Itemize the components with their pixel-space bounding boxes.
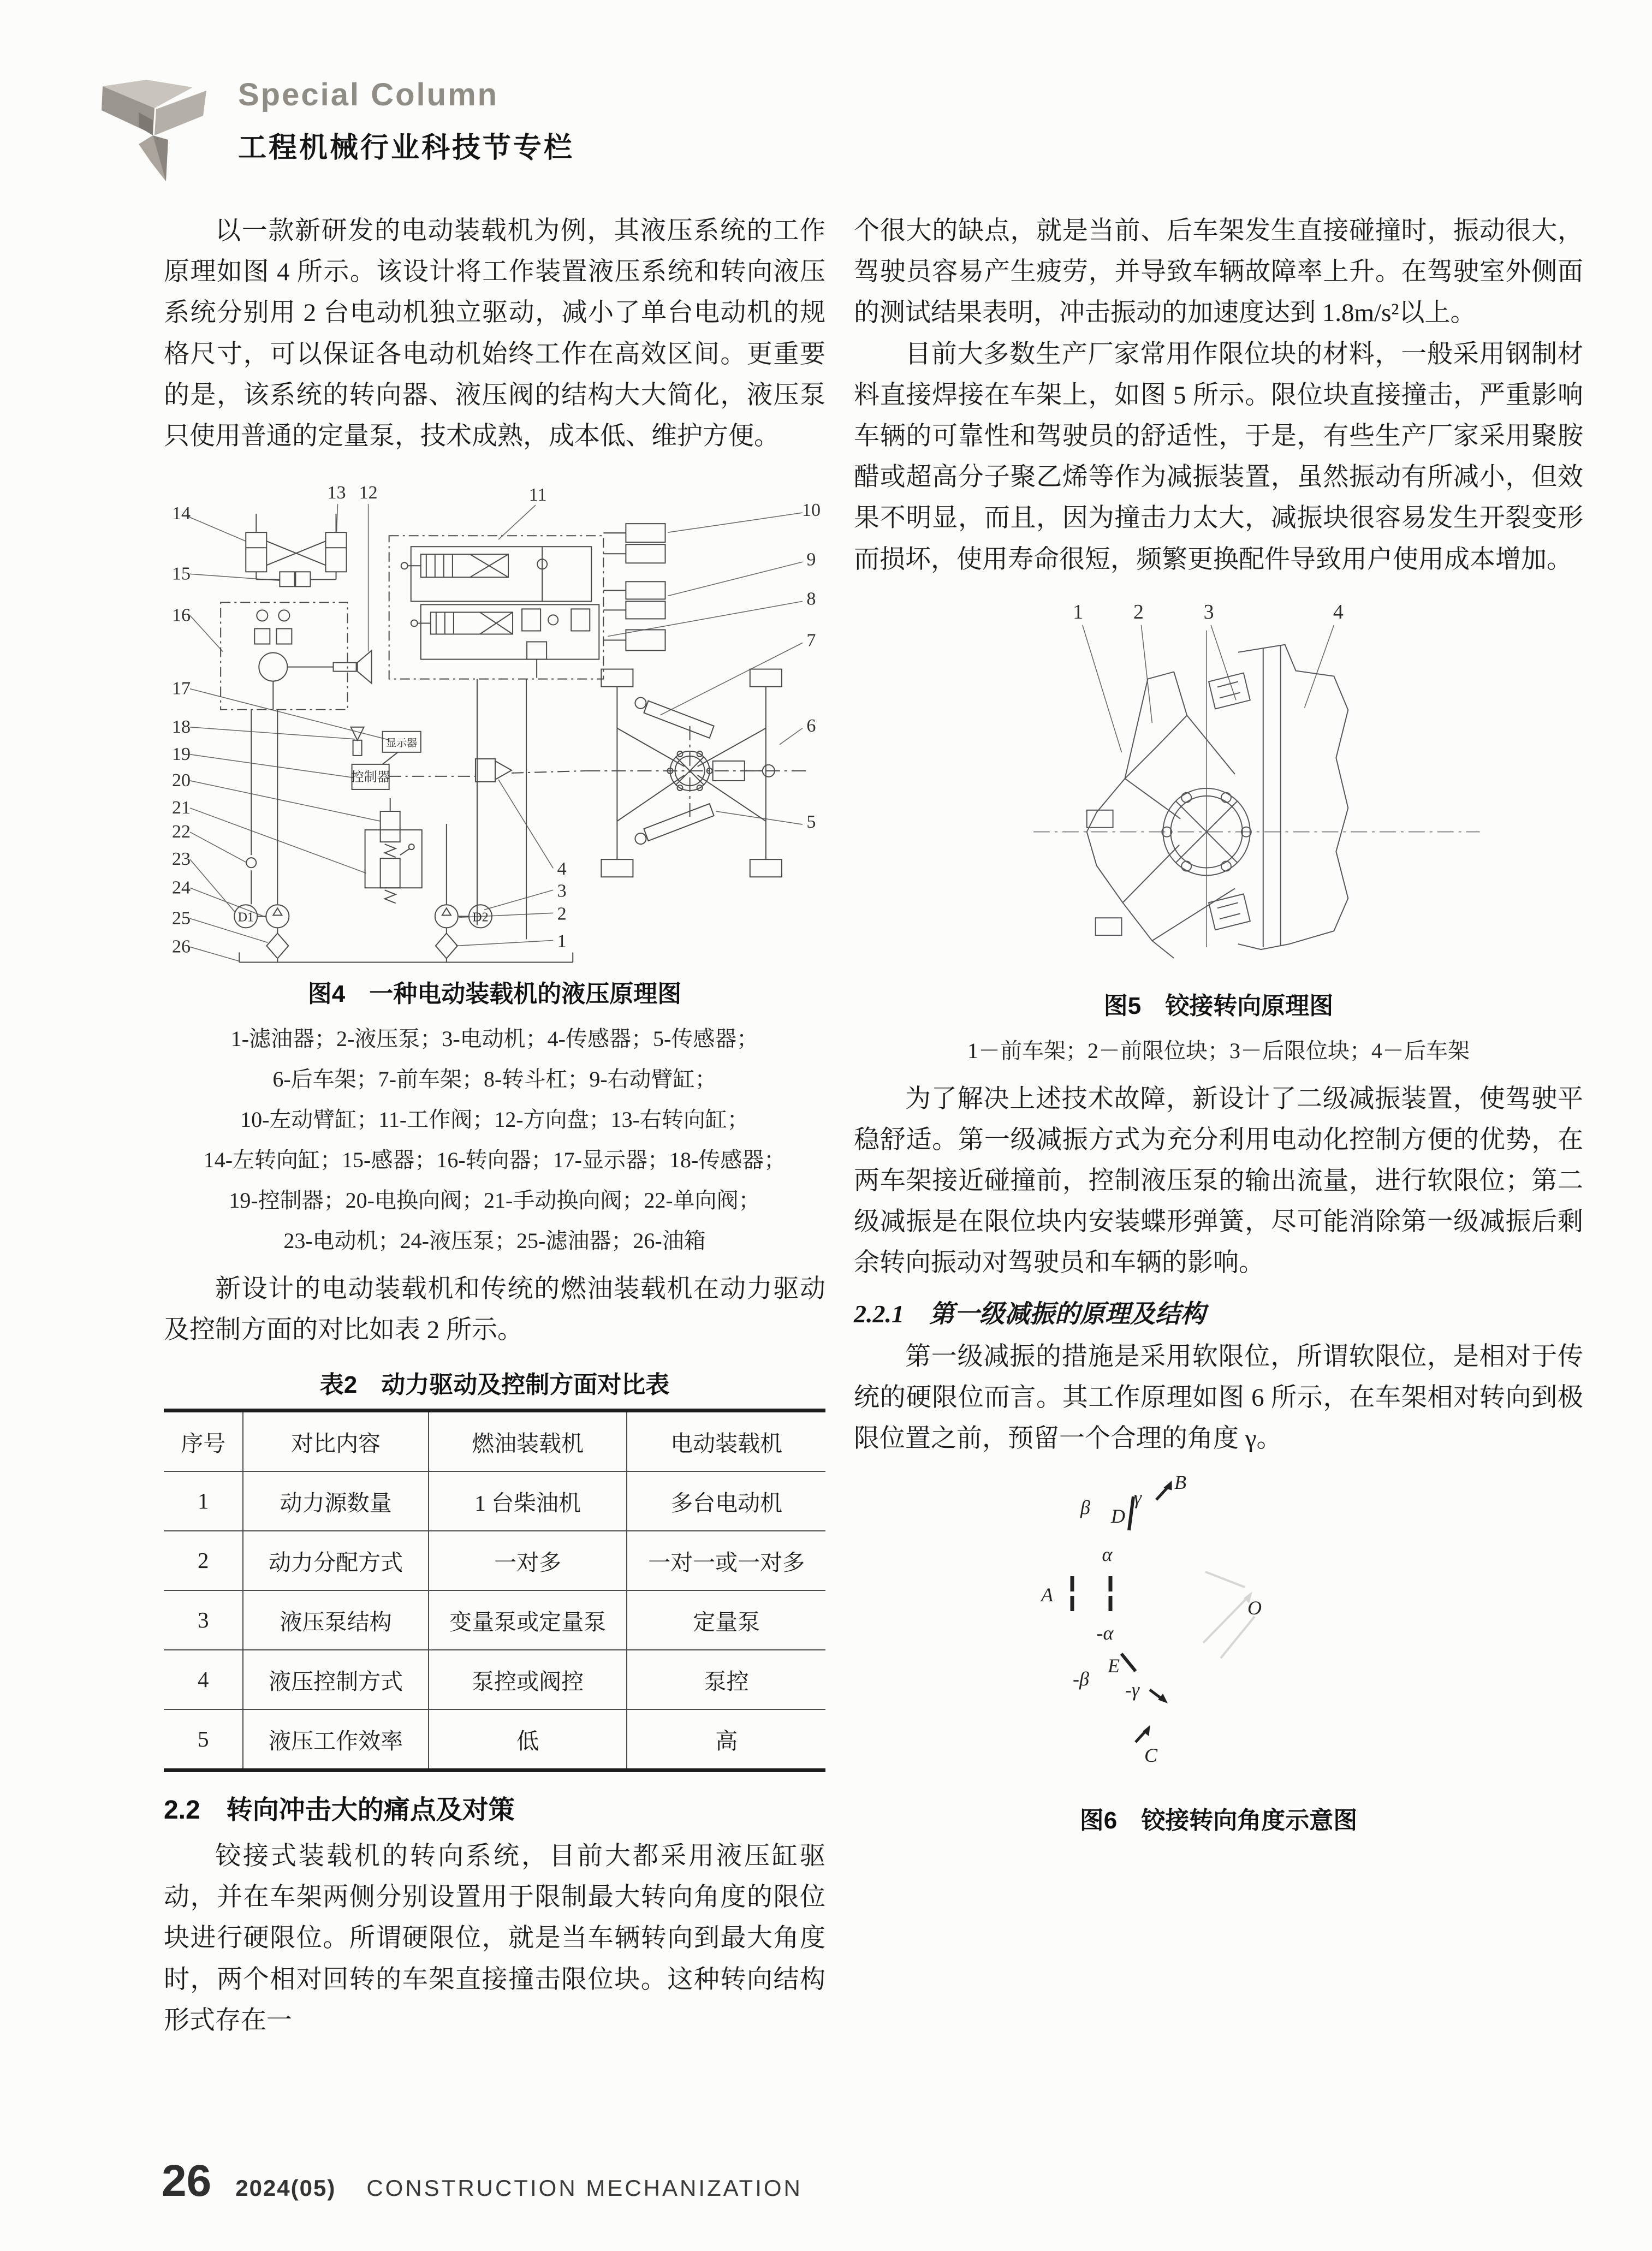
- fig4-motor-d2-label: D2: [472, 910, 489, 925]
- fig4-label-12: 12: [359, 483, 378, 503]
- fig4-label-25: 25: [172, 908, 191, 929]
- figure-4-schematic: [164, 471, 825, 963]
- table-cell: 5: [164, 1709, 243, 1771]
- article-body: [164, 211, 1583, 2041]
- table-cell: 4: [164, 1650, 243, 1709]
- table-cell: 一对多: [429, 1531, 627, 1590]
- table-header-row: [164, 1410, 825, 1471]
- figure-5-caption: 图5 铰接转向原理图: [1103, 992, 1334, 1019]
- table-cell: 动力分配方式: [243, 1531, 428, 1590]
- legend-line: 1-滤油器；2-液压泵；3-电动机；4-传感器；5-传感器；: [230, 1026, 759, 1051]
- journal-name: CONSTRUCTION MECHANIZATION: [366, 2175, 803, 2201]
- fig6-label-neg-gamma: -γ: [1125, 1679, 1140, 1701]
- left-column: [164, 211, 825, 2041]
- fig4-label-1: 1: [557, 931, 567, 952]
- fig4-label-18: 18: [172, 716, 191, 737]
- table-2: [164, 1409, 825, 1772]
- paragraph: 目前大多数生产厂家常用作限位块的材料，一般采用钢制材料直接焊接在车架上，如图 5 所示。限位块直接撞击，严重影响车辆的可靠性和驾驶员的舒适性，于是，有些生产厂家采用聚胺醋或超高分子聚乙烯等作为减振装置，虽然振动有所减小，但效果不明显，而且，因为撞击力太大，减振块很容易发生开裂变形而损坏，使用寿命很短，频繁更换配件导致用户使用成本增加。: [854, 340, 1583, 574]
- table-header-cell: 对比内容: [243, 1410, 428, 1471]
- table-header-cell: 电动装载机: [627, 1410, 825, 1471]
- paragraph: 为了解决上述技术故障，新设计了二级减振装置，使驾驶平稳舒适。第一级减振方式为充分利用电动化控制方便的优势，在两车架接近碰撞前，控制液压泵的输出流量，进行软限位；第二级减振是在限位块内安装蝶形弹簧，尽可能消除第一级减振后剩余转向振动对驾驶员和车辆的影响。: [854, 1084, 1583, 1278]
- fig5-label-3: 3: [1203, 600, 1214, 623]
- fig6-label-E: E: [1108, 1655, 1120, 1677]
- fig4-label-10: 10: [801, 500, 821, 521]
- fig4-label-6: 6: [806, 715, 816, 736]
- table-row: [164, 1471, 825, 1531]
- fig4-label-5: 5: [806, 812, 816, 833]
- paragraph: 以一款新研发的电动装载机为例，其液压系统的工作原理如图 4 所示。该设计将工作装置液压系统和转向液压系统分别用 2 台电动机独立驱动，减小了单台电动机的规格尺寸，可以保证各电动机始终工作在高效区间。更重要的是，该系统的转向器、液压阀的结构大大简化，液压泵只使用普通的定量泵，技术成熟，成本低、维护方便。: [164, 217, 825, 450]
- fig4-label-22: 22: [172, 822, 191, 842]
- fig6-label-A: A: [1041, 1584, 1053, 1606]
- table-cell: 液压工作效率: [243, 1709, 428, 1771]
- fig6-label-neg-alpha: -α: [1096, 1622, 1114, 1644]
- figure-6: [854, 1474, 1583, 1836]
- figure-5-drawing: [854, 595, 1583, 976]
- figure-6-caption: 图6 铰接转向角度示意图: [1079, 1807, 1358, 1834]
- fig6-label-gamma: γ: [1133, 1487, 1142, 1509]
- fig4-label-4: 4: [557, 859, 567, 880]
- legend-line: 6-后车架；7-前车架；8-转斗杠；9-右动臂缸；: [272, 1066, 717, 1091]
- figure-4-legend: [164, 1019, 825, 1261]
- table-row: [164, 1650, 825, 1709]
- fig4-label-14: 14: [172, 503, 191, 524]
- series-title-en: Special Column: [238, 77, 499, 112]
- figure-4-caption: 图4 一种电动装载机的液压原理图: [307, 980, 682, 1007]
- fig6-label-B: B: [1174, 1474, 1186, 1494]
- table-cell: 低: [429, 1709, 627, 1771]
- fig4-label-24: 24: [172, 877, 191, 898]
- fig6-label-C: C: [1144, 1744, 1158, 1767]
- page-header: [86, 74, 574, 183]
- fig4-label-9: 9: [806, 549, 816, 570]
- fig4-label-2: 2: [557, 904, 567, 924]
- table-cell: 定量泵: [627, 1590, 825, 1650]
- fig6-label-O: O: [1247, 1597, 1262, 1619]
- legend-line: 19-控制器；20-电换向阀；21-手动换向阀；22-单向阀；: [229, 1187, 760, 1213]
- series-title-cn: 工程机械行业科技节专栏: [238, 132, 575, 164]
- table-cell: 变量泵或定量泵: [429, 1590, 627, 1650]
- issue-label: 2024(05): [235, 2175, 336, 2201]
- figure-6-diagram: [946, 1474, 1491, 1790]
- fig5-label-1: 1: [1073, 600, 1084, 623]
- page-footer: [162, 2155, 803, 2207]
- journal-logo-icon: [86, 74, 223, 183]
- fig5-label-4: 4: [1333, 600, 1344, 623]
- fig4-motor-d1-label: D1: [237, 910, 254, 925]
- table-cell: 高: [627, 1709, 825, 1771]
- section-heading-2-2: 2.2 转向冲击大的痛点及对策: [164, 1795, 515, 1825]
- fig4-label-7: 7: [806, 630, 816, 651]
- fig4-label-21: 21: [172, 798, 191, 818]
- figure-5: [854, 595, 1583, 1071]
- fig4-label-23: 23: [172, 849, 191, 870]
- fig4-label-19: 19: [172, 744, 191, 764]
- table-row: [164, 1709, 825, 1771]
- fig4-controller-box-label: 控制器: [350, 770, 390, 785]
- right-column: [854, 211, 1583, 2041]
- table-cell: 3: [164, 1590, 243, 1650]
- header-text: [238, 74, 574, 165]
- fig4-label-11: 11: [528, 485, 547, 506]
- paragraph: 铰接式装载机的转向系统，目前大都采用液压缸驱动，并在车架两侧分别设置用于限制最大转向角度的限位块进行硬限位。所谓硬限位，就是当车辆转向到最大角度时，两个相对回转的车架直接撞击限位块。这种转向结构形式存在一: [164, 1842, 825, 2035]
- table-header-cell: 燃油装载机: [429, 1410, 627, 1471]
- fig4-label-17: 17: [172, 678, 191, 699]
- fig4-label-13: 13: [327, 483, 346, 503]
- figure-5-legend: 1－前车架；2－前限位块；3－后限位块；4－后车架: [967, 1038, 1470, 1063]
- table-cell: 一对一或一对多: [627, 1531, 825, 1590]
- table-cell: 2: [164, 1531, 243, 1590]
- table-cell: 泵控: [627, 1650, 825, 1709]
- fig6-label-D: D: [1111, 1505, 1125, 1528]
- table-cell: 泵控或阀控: [429, 1650, 627, 1709]
- table-cell: 1 台柴油机: [429, 1471, 627, 1531]
- fig6-label-alpha: α: [1102, 1543, 1113, 1566]
- table-cell: 液压控制方式: [243, 1650, 428, 1709]
- page-number: 26: [162, 2156, 212, 2206]
- fig4-label-20: 20: [172, 770, 191, 791]
- table-cell: 液压泵结构: [243, 1590, 428, 1650]
- paragraph: 第一级减振的措施是采用软限位，所谓软限位，是相对于传统的硬限位而言。其工作原理如图 6 所示，在车架相对转向到极限位置之前，预留一个合理的角度 γ。: [854, 1342, 1583, 1453]
- fig4-label-3: 3: [557, 881, 567, 901]
- figure-4: [164, 471, 825, 1261]
- fig4-label-26: 26: [172, 936, 191, 957]
- fig5-label-2: 2: [1133, 600, 1144, 623]
- fig4-display-box-label: 显示器: [386, 737, 418, 749]
- paragraph: 新设计的电动装载机和传统的燃油装载机在动力驱动及控制方面的对比如表 2 所示。: [164, 1274, 825, 1344]
- table-cell: 动力源数量: [243, 1471, 428, 1531]
- fig6-label-beta: β: [1080, 1496, 1090, 1519]
- fig4-label-15: 15: [172, 563, 191, 584]
- table-row: [164, 1531, 825, 1590]
- legend-line: 14-左转向缸；15-感器；16-转向器；17-显示器；18-传感器；: [203, 1147, 786, 1172]
- fig6-label-neg-beta: -β: [1073, 1668, 1089, 1690]
- table-header-cell: 序号: [164, 1410, 243, 1471]
- paragraph: 个很大的缺点，就是当前、后车架发生直接碰撞时，振动很大，驾驶员容易产生疲劳，并导致车辆故障率上升。在驾驶室外侧面的测试结果表明，冲击振动的加速度达到 1.8m/s²以上。: [854, 217, 1583, 328]
- table-cell: 多台电动机: [627, 1471, 825, 1531]
- table-2-caption: 表2 动力驱动及控制方面对比表: [319, 1371, 670, 1398]
- fig4-label-16: 16: [172, 605, 191, 626]
- fig4-label-8: 8: [806, 589, 816, 609]
- legend-line: 10-左动臂缸；11-工作阀；12-方向盘；13-右转向缸；: [240, 1107, 749, 1132]
- table-row: [164, 1590, 825, 1650]
- legend-line: 23-电动机；24-液压泵；25-滤油器；26-油箱: [283, 1228, 706, 1253]
- section-heading-2-2-1: 2.2.1 第一级减振的原理及结构: [854, 1299, 1205, 1328]
- table-cell: 1: [164, 1471, 243, 1531]
